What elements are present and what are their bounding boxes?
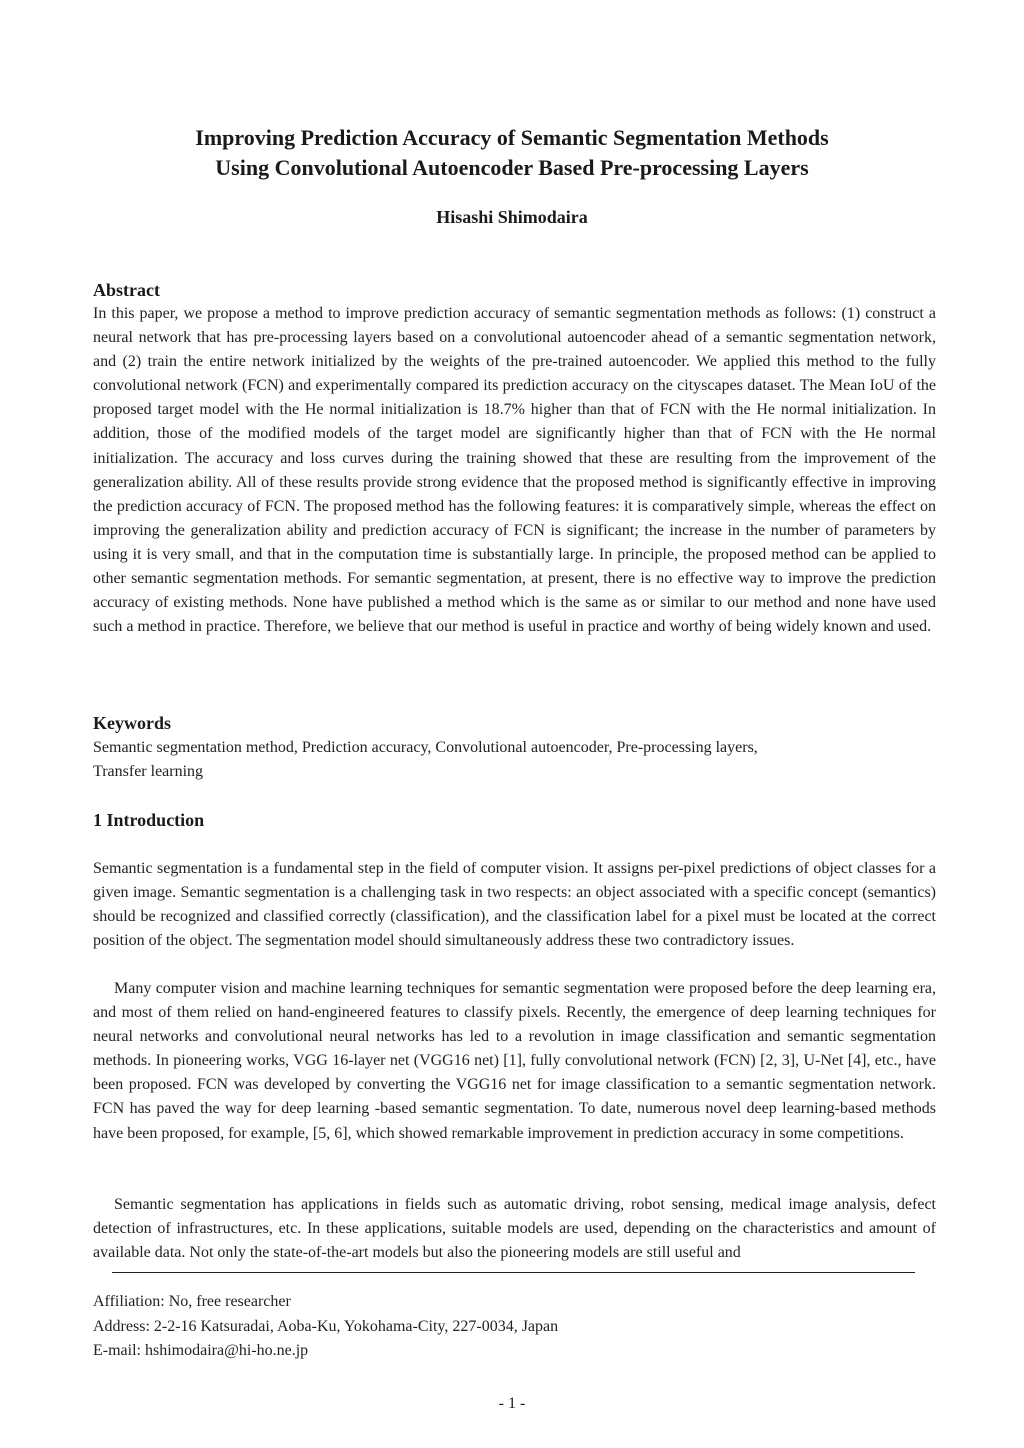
page-number: - 1 - (498, 1395, 526, 1412)
author-name: Hisashi Shimodaira (436, 207, 588, 227)
keywords-heading: Keywords (93, 713, 171, 733)
abstract-heading: Abstract (93, 280, 160, 300)
affiliation-line: Affiliation: No, free researcher (93, 1293, 291, 1310)
intro-paragraph-3: Semantic segmentation has applications in fields such as automatic driving, robot sensing, medical image analysis, defect detection of infrastructures, etc. In these applications, suitable models are used, depending on the characteristics and amount of available data. Not only the state-of-the-art models but also the pioneering models are still useful and (93, 1196, 936, 1262)
title-line-2: Using Convolutional Autoencoder Based Pre-processing Layers (215, 155, 809, 180)
email-line: E-mail: hshimodaira@hi-ho.ne.jp (93, 1342, 309, 1359)
intro-paragraph-2: Many computer vision and machine learning techniques for semantic segmentation were proposed before the deep learning era, and most of them relied on hand-engineered features to classify pixels. Recently, the emergence of deep learning techniques for neural networks and convolutional neural networks has led to a revolution in image classification and semantic segmentation methods. In pioneering works, VGG 16-layer net (VGG16 net) [1], fully convolutional network (FCN) [2, 3], U-Net [4], etc., have been proposed. FCN was developed by converting the VGG16 net for image classification to a semantic segmentation network. FCN has paved the way for deep learning -based semantic segmentation. To date, numerous novel deep learning-based methods have been proposed, for example, [5, 6], which showed remarkable improvement in prediction accuracy in some competitions. (93, 980, 936, 1142)
title-line-1: Improving Prediction Accuracy of Semantic Segmentation Methods (195, 125, 829, 150)
introduction-heading: 1 Introduction (93, 810, 205, 830)
footnote-divider (112, 1272, 915, 1273)
keywords-line-2: Transfer learning (93, 763, 204, 780)
intro-paragraph-1: Semantic segmentation is a fundamental step in the field of computer vision. It assigns per-pixel predictions of object classes for a given image. Semantic segmentation is a challenging task in two respects: an object associated with a specific concept (semantics) should be recognized and classified correctly (classification), and the classification label for a pixel must be located at the correct position of the object. The segmentation model should simultaneously address these two contradictory issues. (93, 860, 936, 950)
abstract-text: In this paper, we propose a method to improve prediction accuracy of semantic segmentation methods as follows: (1) construct a neural network that has pre-processing layers based on a convolutional autoencoder ahead of a semantic segmentation network, and (2) train the entire network initialized by the weights of the pre-trained autoencoder. We applied this method to the fully convolutional network (FCN) and experimentally compared its prediction accuracy on the cityscapes dataset. The Mean IoU of the proposed target model with the He normal initialization is 18.7% higher than that of FCN with the He normal initialization. In addition, those of the modified models of the target model are significantly higher than that of FCN with the He normal initialization. The accuracy and loss curves during the training showed that these are resulting from the improvement of the generalization ability. All of these results provide strong evidence that the proposed method is significantly effective in improving the prediction accuracy of FCN. The proposed method has the following features: it is comparatively simple, whereas the effect on improving the generalization ability and prediction accuracy of FCN is significant; the increase in the number of parameters by using it is very small, and that in the computation time is substantially large. In principle, the proposed method can be applied to other semantic segmentation methods. For semantic segmentation, at present, there is no effective way to improve the prediction accuracy of existing methods. None have published a method which is the same as or similar to our method and none have used such a method in practice. Therefore, we believe that our method is useful in practice and worthy of being widely known and used. (93, 305, 936, 636)
paper-title (80, 123, 944, 183)
address-line: Address: 2-2-16 Katsuradai, Aoba-Ku, Yokohama-City, 227-0034, Japan (93, 1318, 559, 1335)
keywords-line-1: Semantic segmentation method, Prediction accuracy, Convolutional autoencoder, Pre-processing layers, (93, 739, 758, 756)
